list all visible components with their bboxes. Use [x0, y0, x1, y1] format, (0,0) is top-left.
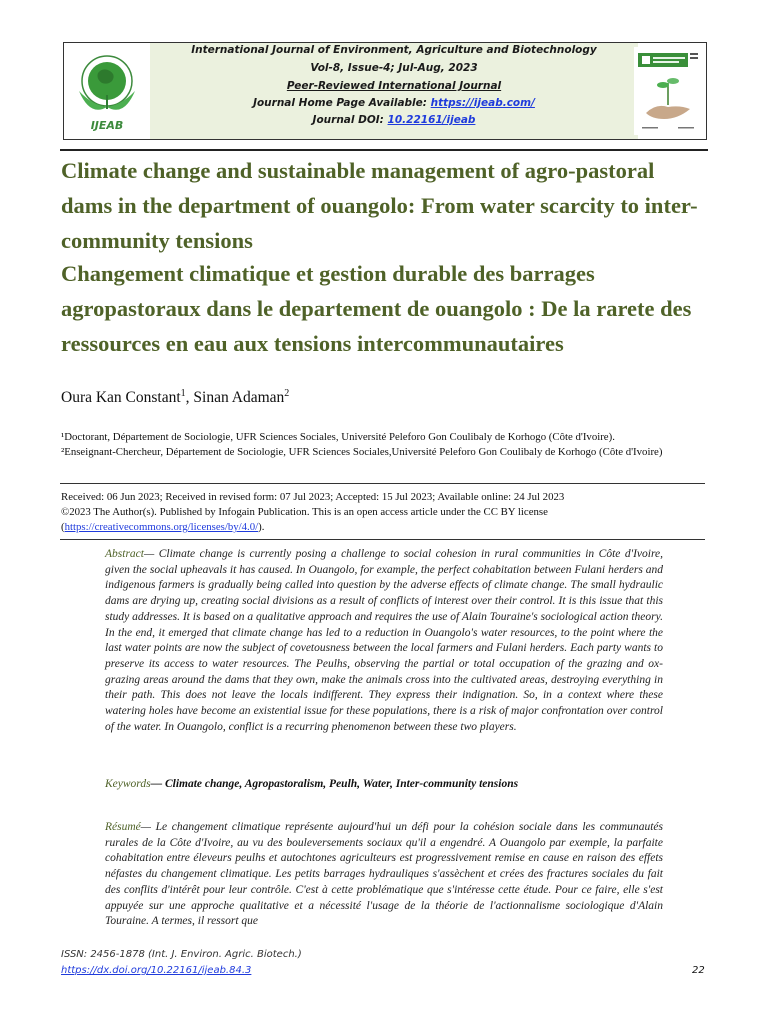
abstract-text: Climate change is currently posing a challenge to social cohesion in rural communities in Côte d'Ivoire, given the social upheavals it has caused. In Ouangolo, for example, the perfect cohabitation between Fulani herders and indigenous farmers is gradually being called into question by the adverse effects of climate change. The small hydraulic dams are drying up, creating social divisions as a result of conflicts of interest over their control. It is this issue that this study addresses. It is based on a qualitative approach and requires the use of Alain Touraine's sociological action theory. In the end, it emerged that climate change has led to a reduction in Ouangolo's water resources, to the point where the last water points are now the subject of covetousness between the local farmers and Fulani herders. Each party wants to preserve its access to water resources. The Peulhs, observing the partial or total occupation of the grazing and ox-grazing areas around the dams that they own, make the animals cross into the cultivated areas, destroying everything in their path. This does not leave the locals indifferent. They express their indignation. So, in a context where these watering holes have become an existential issue for these populations, there is a risk of major confrontation over control of the water. In Ouangolo, conflict is a recurring phenomenon between these two players. [105, 548, 663, 733]
author-affiliation-mark: 2 [284, 388, 290, 399]
author-name: Oura Kan Constant [61, 389, 181, 407]
abstract: Abstract— Climate change is currently posing a challenge to social cohesion in rural communities in Côte d'Ivoire, given the social upheavals it has caused. In Ouangolo, for example, the perfect cohabitation between Fulani herders and indigenous farmers is gradually being called into question by the adverse effects of climate change. The small hydraulic dams are drying up, creating social divisions as a result of conflicts of interest over their control. It is this issue that this study addresses. It is based on a qualitative approach and requires the use of Alain Touraine's sociological action theory. In the end, it emerged that climate change has led to a reduction in Ouangolo's water resources, to the point where the last water points are now the subject of covetousness between the local farmers and Fulani herders. Each party wants to preserve its access to water resources. The Peulhs, observing the partial or total occupation of the grazing and ox-grazing areas around the dams that they own, make the animals cross into the cultivated areas, destroying everything in their path. This does not leave the locals indifferent. They express their indignation. So, in a context where these watering holes have become an existential issue for these populations, there is a risk of major confrontation over control of the water. In Ouangolo, conflict is a recurring phenomenon between these two players. [105, 548, 663, 733]
affiliations [61, 430, 707, 460]
article-title-french: Changement climatique et gestion durable des barrages agropastoraux dans le departement de ouangolo : De la rarete des ressources en eau aux tensions intercommunautaires [61, 261, 692, 356]
author-name: Sinan Adaman [193, 389, 285, 407]
divider [60, 483, 705, 484]
author-affiliation-mark: 1 [180, 388, 186, 399]
footer-doi [61, 965, 251, 976]
ijeab-logo-icon [70, 47, 144, 135]
volume-info: Vol-8, Issue-4; Jul-Aug, 2023 [310, 62, 478, 74]
page-number: 22 [692, 965, 705, 976]
journal-header [63, 42, 707, 140]
homepage-link[interactable]: https://ijeab.com/ [430, 97, 535, 109]
footer-issn: ISSN: 2456-1878 (Int. J. Environ. Agric. Biotech.) [61, 949, 302, 960]
doi-line [150, 114, 638, 126]
divider [60, 539, 705, 540]
article-doi-link[interactable]: https://dx.doi.org/10.22161/ijeab.84.3 [61, 965, 252, 976]
doi-label: Journal DOI: [312, 114, 388, 126]
abstract-label: Abstract [105, 548, 144, 560]
author-list [61, 388, 289, 407]
keywords-text: Climate change, Agropastoralism, Peulh, Water, Inter-community tensions [164, 778, 519, 790]
resume: Résumé— Le changement climatique représente aujourd'hui un défi pour la cohésion sociale dans les communautés rurales de la Côte d'Ivoire, au vu des bouleversements sociaux qu'il a engendré. A Ouangolo par exemple, la parfaite cohabitation entre éleveurs peulhs et autochtones agriculteurs est progressivement remise en cause en raison des effets néfastes du changement climatique. Les petits barrages hydrauliques s'assèchent et crées des fractures sociales du fait des conflits d'intérêt pour leur contrôle. C'est à cette problématique que s'intéresse cette étude. Pour ce faire, elle s'est appuyée sur une approche qualitative et a nécessité l'usage de la théorie de l'actionnalisme sociologique d'Alain Touraine. A termes, il ressort que [105, 821, 663, 928]
affiliation-1: ¹Doctorant, Département de Sociologie, UFR Sciences Sociales, Université Peleforo Gon Coulibaly de Korhogo (Côte d'Ivoire). [61, 431, 615, 443]
resume-text: Le changement climatique représente aujourd'hui un défi pour la cohésion sociale dans les communautés rurales de la Côte d'Ivoire, au vu des bouleversements sociaux qu'il a engendré. A Ouangolo par exemple, la parfaite cohabitation entre éleveurs peulhs et autochtones agriculteurs est progressivement remise en cause en raison des effets néfastes du changement climatique. Les petits barrages hydrauliques s'assèchent et crées des fractures sociales du fait des conflits d'intérêt pour leur contrôle. C'est à cette problématique que s'intéresse cette étude. Pour ce faire, elle s'est appuyée sur une approche qualitative et a nécessité l'usage de la théorie de l'actionnalisme sociologique d'Alain Touraine. A termes, il ressort que [105, 821, 663, 928]
header-divider [60, 149, 708, 151]
license-line: (https://creativecommons.org/licenses/by/4.0/). [61, 521, 265, 533]
doi-link[interactable]: 10.22161/ijeab [387, 114, 476, 126]
copyright-notice: ©2023 The Author(s). Published by Infogain Publication. This is an open access article under the CC BY license [61, 506, 548, 518]
journal-name: International Journal of Environment, Agriculture and Biotechnology [191, 44, 597, 56]
author-separator: , [185, 389, 194, 407]
received-dates: Received: 06 Jun 2023; Received in revised form: 07 Jul 2023; Accepted: 15 Jul 2023; Available online: 24 Jul 2023 [61, 491, 565, 503]
homepage-line [150, 97, 638, 109]
affiliation-2: ²Enseignant-Chercheur, Département de Sociologie, UFR Sciences Sociales,Université Peleforo Gon Coulibaly de Korhogo (Côte d'Ivoire) [61, 446, 663, 458]
license-link[interactable]: https://creativecommons.org/licenses/by/4.0/ [64, 521, 259, 533]
journal-cover-icon [634, 47, 702, 135]
homepage-label: Journal Home Page Available: [253, 97, 431, 109]
keywords-label: Keywords [105, 778, 151, 790]
peer-reviewed-label: Peer-Reviewed International Journal [286, 80, 502, 92]
publication-info [61, 490, 707, 535]
article-title-english: Climate change and sustainable management of agro-pastoral dams in the department of ouangolo: From water scarcity to inter-community tensions [61, 158, 698, 253]
svg-text:IJEAB: IJEAB [90, 119, 124, 132]
keywords: Keywords— Climate change, Agropastoralism, Peulh, Water, Inter-community tensions [105, 778, 519, 790]
header-band [150, 43, 638, 139]
resume-label: Résumé [105, 821, 141, 833]
